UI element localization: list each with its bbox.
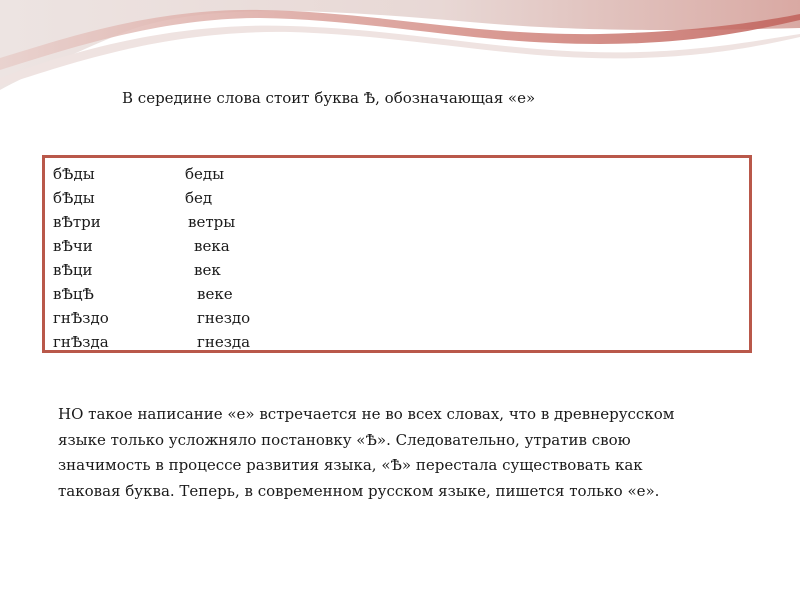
paragraph-line: таковая буква. Теперь, в современном русском языке, пишется только «е». [58,481,660,500]
modern-spelling: бед [185,189,213,207]
modern-spelling: гнездо [197,309,251,327]
modern-spelling: беды [185,165,225,183]
explanation-paragraph [58,402,738,504]
old-spelling: вѢцѢ [53,285,94,303]
paragraph-line: языке только усложняло постановку «Ѣ». Следовательно, утратив свою [58,430,631,449]
decorative-wave-header [0,0,800,100]
modern-spelling: века [194,237,230,255]
word-comparison-box [42,155,752,353]
slide-subtitle: В середине слова стоит буква Ѣ, обозначающая «е» [122,89,536,107]
paragraph-line: значимость в процессе развития языка, «Ѣ» перестала существовать как [58,456,643,474]
paragraph-line: НО такое написание «е» встречается не во всех словах, что в древнерусском [58,405,675,423]
modern-spelling: ветры [188,213,236,231]
old-spelling: гнѢздо [53,309,109,327]
old-spelling: бѢды [53,189,95,207]
old-spelling: вѢчи [53,237,93,255]
old-spelling: бѢды [53,165,95,183]
modern-spelling: веке [197,285,233,303]
old-spelling: вѢци [53,261,93,279]
modern-spelling: гнезда [197,333,251,351]
modern-spelling: век [194,261,221,279]
old-spelling: гнѢзда [53,333,109,351]
old-spelling: вѢтри [53,213,101,231]
